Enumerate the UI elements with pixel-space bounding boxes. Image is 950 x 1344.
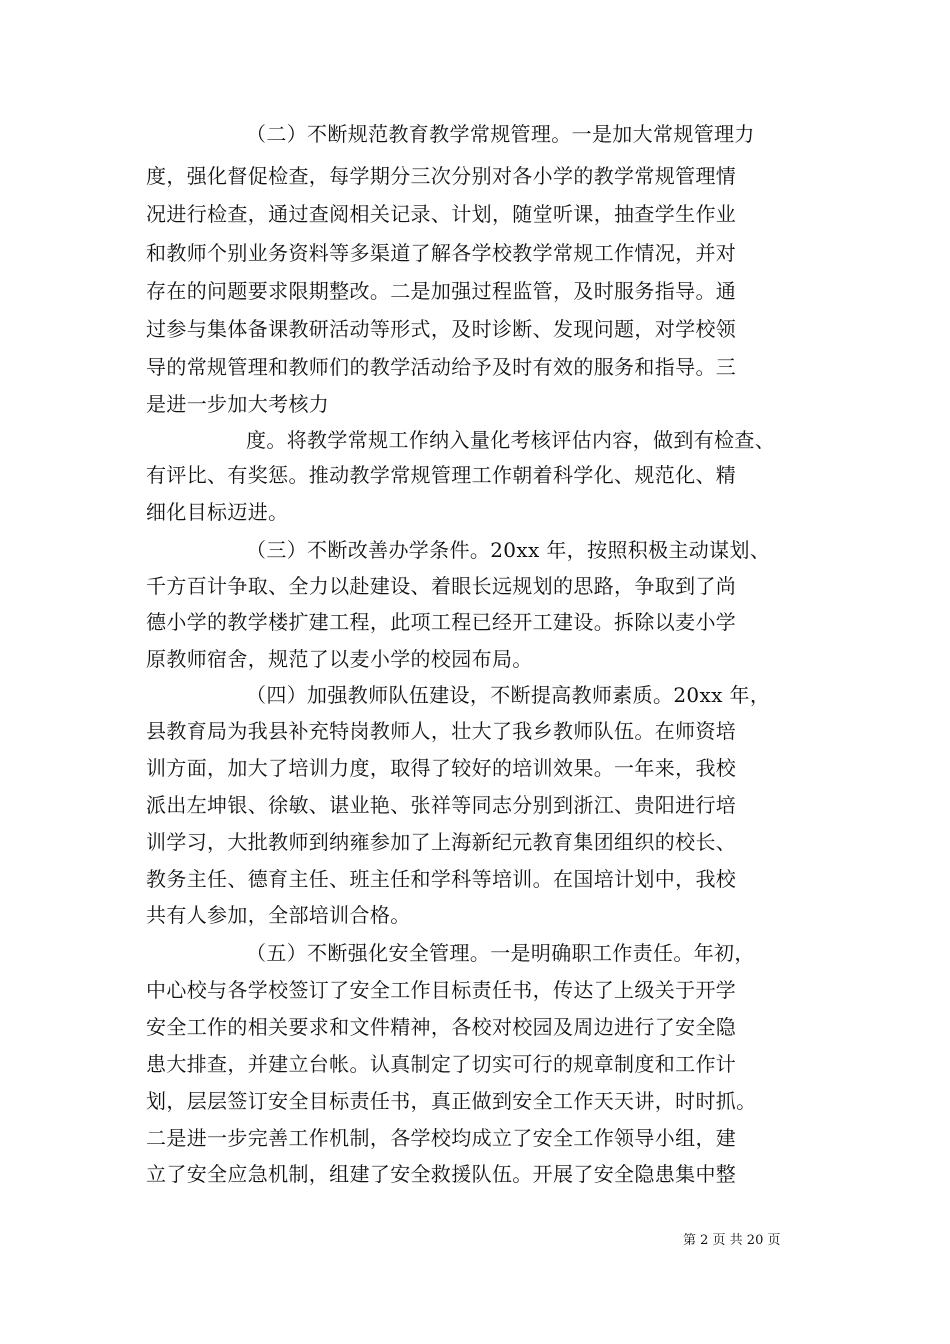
text-line: 德小学的教学楼扩建工程，此项工程已经开工建设。拆除以麦小学 [146, 610, 737, 634]
text-line: 立了安全应急机制，组建了安全救援队伍。开展了安全隐患集中整 [146, 1162, 737, 1186]
text-line: （四）加强教师队伍建设，不断提高教师素质。20xx 年， [246, 683, 771, 707]
text-line: 千方百计争取、全力以赴建设、着眼长远规划的思路，争取到了尚 [146, 574, 737, 598]
page-number-footer: 第 2 页 共 20 页 [683, 1233, 781, 1248]
text-line: 导的常规管理和教师们的教学活动给予及时有效的服务和指导。三 [146, 355, 737, 379]
text-line: 安全工作的相关要求和文件精神，各校对校园及周边进行了安全隐 [146, 1015, 737, 1039]
text-line: 划，层层签订安全目标责任书，真正做到安全工作天天讲，时时抓。 [146, 1089, 757, 1113]
text-line: （五）不断强化安全管理。一是明确职工作责任。年初， [246, 941, 755, 965]
text-line: 教务主任、德育主任、班主任和学科等培训。在国培计划中，我校 [146, 867, 737, 891]
text-line: 和教师个别业务资料等多渠道了解各学校教学常规工作情况，并对 [146, 241, 737, 265]
text-line: 度。将教学常规工作纳入量化考核评估内容，做到有检查、 [246, 428, 776, 452]
text-line: 训学习，大批教师到纳雍参加了上海新纪元教育集团组织的校长、 [146, 830, 737, 854]
text-line: 患大排查，并建立台帐。认真制定了切实可行的规章制度和工作计 [146, 1052, 737, 1076]
text-line: 原教师宿舍，规范了以麦小学的校园布局。 [146, 647, 533, 671]
text-line: 二是进一步完善工作机制，各学校均成立了安全工作领导小组，建 [146, 1126, 737, 1150]
text-line: 是进一步加大考核力 [146, 392, 330, 416]
text-line: 共有人参加，全部培训合格。 [146, 903, 411, 927]
text-line: 派出左坤银、徐敏、谌业艳、张祥等同志分别到浙江、贵阳进行培 [146, 793, 737, 817]
text-line: 细化目标迈进。 [146, 500, 289, 524]
text-line: （三）不断改善办学条件。20xx 年，按照积极主动谋划、 [246, 538, 771, 562]
text-line: 况进行检查，通过查阅相关记录、计划，随堂听课，抽查学生作业 [146, 202, 737, 226]
text-line: 存在的问题要求限期整改。二是加强过程监管，及时服务指导。通 [146, 279, 737, 303]
text-line: 有评比、有奖惩。推动教学常规管理工作朝着科学化、规范化、精 [146, 463, 737, 487]
text-line: 过参与集体备课教研活动等形式，及时诊断、发现问题，对学校领 [146, 317, 737, 341]
text-line: 县教育局为我县补充特岗教师人，壮大了我乡教师队伍。在师资培 [146, 719, 737, 743]
text-line: 度，强化督促检查，每学期分三次分别对各小学的教学常规管理情 [146, 164, 737, 188]
text-line: 训方面，加大了培训力度，取得了较好的培训效果。一年来，我校 [146, 756, 737, 780]
text-line: 中心校与各学校签订了安全工作目标责任书，传达了上级关于开学 [146, 978, 737, 1002]
text-line: （二）不断规范教育教学常规管理。一是加大常规管理力 [246, 122, 755, 146]
